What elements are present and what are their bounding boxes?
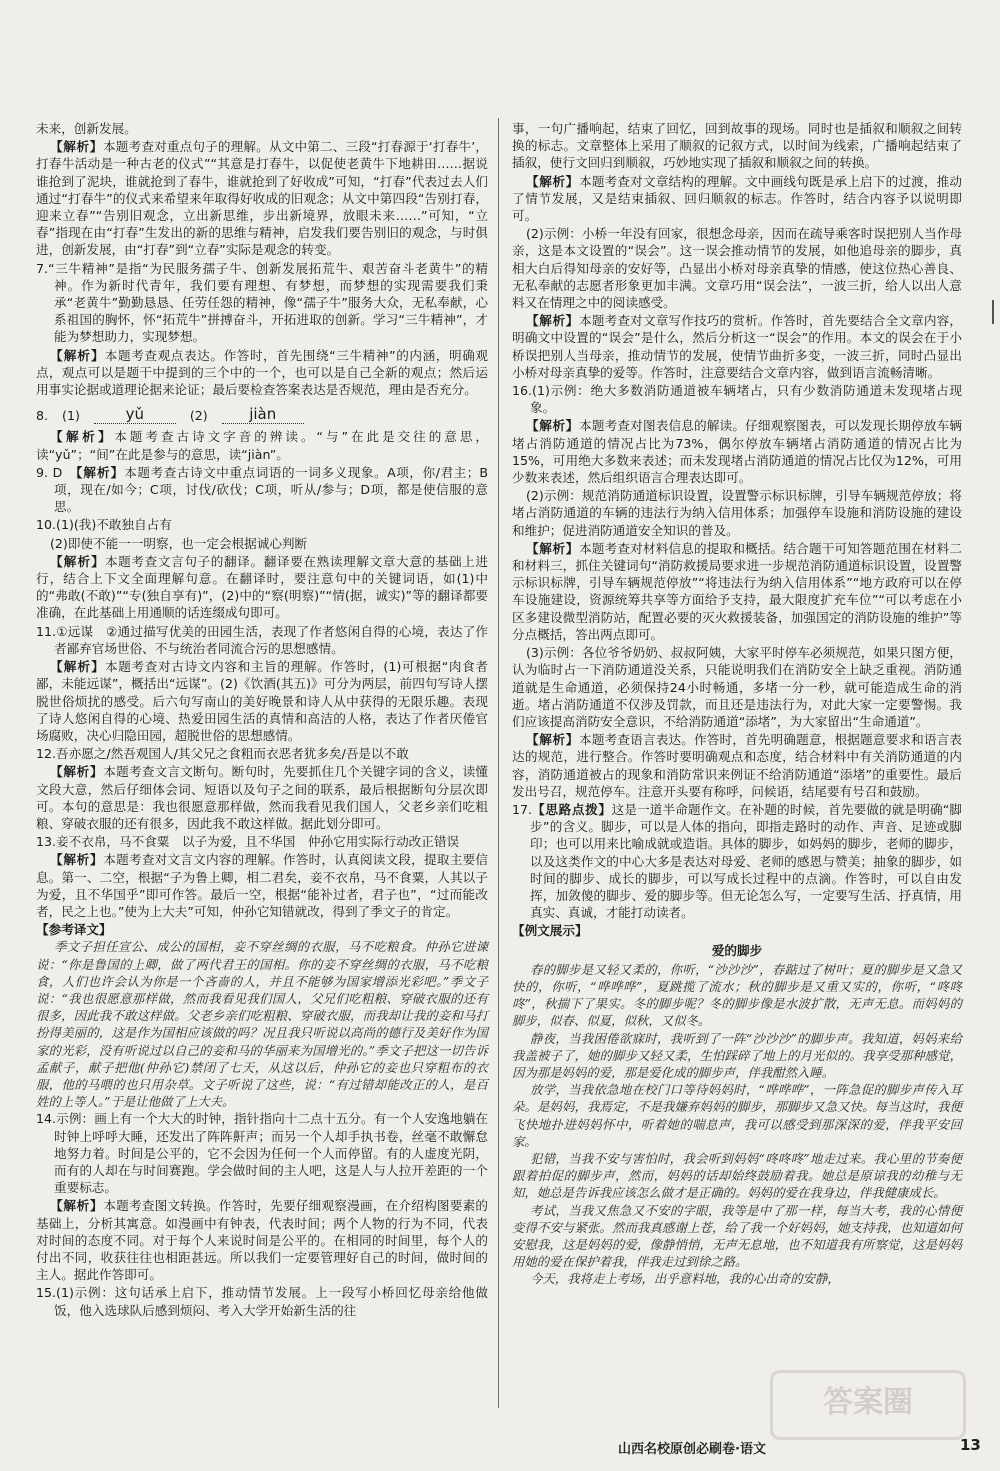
margin-mark (992, 300, 994, 324)
essay-paragraph: 静夜，当我困倦欲寐时，我听到了一阵“沙沙沙”的脚步声。我知道，妈妈来给我盖被子了，她的脚步又轻又柔，生怕踩碎了地上的月光似的。我享受那种感觉，因为那是妈妈的爱，那是爱化成的脚步声，伴我酣然入睡。 (512, 1030, 962, 1080)
left-column (36, 120, 488, 1320)
reference-translation: 季文子担任宣公、成公的国相，妾不穿丝绸的衣服，马不吃粮食。仲孙它进谏说：“你是鲁国的上卿，做了两代君王的国相。你的妾不穿丝绸的衣服，马不吃粮食，人们也许会认为你是一个吝啬的人，并且不能够为国家增添光彩吧。”季文子说：“我也很愿意那样做，然而我看见我们国人，父兄们吃粗粮、穿破衣服的还有很多，因此我不敢这样做。父老乡亲们吃粗粮、穿破衣服，而我却让我的妾和马打扮得美丽的，这是作为国相应该做的吗？况且我只听说以高尚的德行及美好作为国家的光彩，没有听说过以自己的妾和马的华丽来为国增光的。”季文子把这一切告诉孟献子，献子把他(仲孙它)禁闭了七天，从这以后，仲孙它的妾也只穿粗布的衣服，他的马喂的也只用杂草。文子听说了这些，说：“有过错却能改正的人，是百姓的上等人。”于是让他做了上大夫。 (36, 939, 488, 1110)
q7-answer: 7.“三牛精神”是指“为民服务孺子牛、创新发展拓荒牛、艰苦奋斗老黄牛”的精神。作为新时代青年，我们要有理想、有梦想，而梦想的实现需要我们秉承“老黄牛”勤勤恳恳、任劳任怨的精神，像“孺子牛”服务大众，无私奉献，心系祖国的胸怀，怀“拓荒牛”拼搏奋斗，开拓进取的创新。学习“三牛精神”，才能为梦想助力，实现梦想。 (36, 260, 488, 345)
q16-3-answer: (3)示例：各位爷爷奶奶、叔叔阿姨，大家平时停车必须规范，如果只图方便，认为临时占一下消防通道没关系，只能说明我们在消防安全上缺乏重视。消防通道就是生命通道，必须保持24小时畅通，多堵一分一秒，就可能造成生命的消逝。堵占消防通道不仅涉及罚款，而且还是违法行为，对此大家一定要警惕。我们应该提高消防安全意识，不给消防通道“添堵”，为大家留出“生命通道”。 (512, 645, 962, 729)
pinyin-answer-2: jiàn (222, 406, 304, 424)
q17-answer: 17.【思路点拨】这是一道半命题作文。在补题的时候，首先要做的就是明确“脚步”的含义。脚步，可以是人体的指向，即指走路时的动作、声音、足迹或脚印；也可以用来比喻成就或造诣。具体的脚步，如妈妈的脚步，老师的脚步，以及这类作文的中心大多是表达对母爱、老师的感恩与赞美；抽象的脚步，如时间的脚步、成长的脚步，可以写成长过程中的点滴。作答时，可以自由发挥，加敛傻的脚步、爱的脚步等。但无论怎么写，一定要写生活、抒真情，用真实、真诚，才能打动读者。 (512, 801, 962, 921)
q14-answer: 14.示例：画上有一个大大的时钟，指针指向十二点十五分。有一个人安逸地躺在时钟上呼呼大睡，还发出了阵阵鼾声；而另一个人却手执书卷，丝毫不敢懈怠地努力着。时间是公平的，它不会因为任何一个人而停留。有的人虚度光阴，而有的人却在与时间赛跑。学会做时间的主人吧，这是人与人拉开差距的一个重要标志。 (36, 1111, 488, 1196)
q15-2-analysis: 【解析】本题考查对文章写作技巧的赏析。作答时，首先要结合全文章内容，明确文中设置的“误会”是什么，然后分析这一“误会”的作用。本文的误会在于小桥误把别人当母亲，推动情节的发展，使情节曲折多变，一波三折，同时凸显出小桥对母亲真挚的爱等。作答时，注意要结合文章内容，做到语言流畅清晰。 (512, 313, 963, 380)
q10-answer: 10.(1)(我)不敢独自占有 (36, 517, 172, 533)
q14-analysis: 【解析】本题考查图文转换。作答时，先要仔细观察漫画，在介绍构图要素的基础上，分析其寓意。如漫画中有钟表，代表时间；两个人物的行为不同，代表对时间的态度不同。对于每个人来说时间是公平的。在相同的时间里，每个人的付出不同，收获往往也相距甚远。所以我们一定要管理好自己的时间，做时间的主人。据此作答即可。 (36, 1198, 489, 1283)
footer-title: 山西名校原创必刷卷·语文 (618, 1442, 766, 1457)
reference-translation-heading: 【参考译文】 (36, 922, 112, 938)
essay-title: 爱的脚步 (711, 942, 763, 958)
q15-answer-continued: 事，一句广播响起，结束了回忆，回到故事的现场。同时也是插叙和顺叙之间转换的标志。文章整体上采用了顺叙的记叙方式，以时间为线索，广播响起结束了插叙，使行文回归到顺叙，巧妙地实现了插叙和顺叙之间的转换。 (512, 121, 962, 171)
column-divider (498, 118, 499, 1408)
q13-answer: 13.妾不衣帛，马不食粟 以子为爱，且不华国 仲孙它用实际行动改正错误 (36, 834, 460, 850)
q12-answer: 12.吾亦愿之/然吾观国人/其父兄之食粗而衣恶者犹多矣/吾是以不敢 (36, 746, 409, 762)
q16-3-analysis: 【解析】本题考查语言表达。作答时，首先明确题意，根据题意要求和语言表达的规范，进行整合。作答时要明确观点和态度，结合材料中有关消防通道的内容，消防通道被占的现象和消防常识来例证不给消防通道“添堵”的重要性。最后发出号召，规范停车。注意开头要有称呼，问候语，结尾要有号召和鼓励。 (512, 732, 963, 799)
q15-answer: 15.(1)示例：这句话承上启下，推动情节发展。上一段写小桥回忆母亲给他做饭，他入选球队后感到烦闷、考入大学开始新生活的往 (36, 1285, 488, 1318)
essay-paragraph: 放学，当我依急地在校门口等待妈妈时，“哗哗哗”，一阵急促的脚步声传入耳朵。是妈妈，我焉定，不是我嫌弃妈妈的脚步，那脚步又急又快。每当这时，我便飞快地扑进妈妈怀中，听着她的喘息声，我可以感受到那深深的爱，伴我平安回家。 (512, 1082, 962, 1149)
q16-answer: 16.(1)示例：绝大多数消防通道被车辆堵占，只有少数消防通道未发现堵占现象。 (512, 383, 962, 416)
right-column (512, 120, 962, 1288)
essay-paragraph: 今天，我将走上考场，出乎意料地，我的心出奇的安静， (530, 1271, 840, 1287)
page-number: 13 (960, 1436, 981, 1454)
q12-analysis: 【解析】本题考查文言文断句。断句时，先要抓住几个关键字词的含义，读懂文段大意，然后仔细体会词、短语以及句子之间的联系，最后根据断句分层次即可。本句的意思是：我也很愿意那样做，然而我看见我们国人，父老乡亲们吃粗粮、穿破衣服的还有很多，因此我不敢这样做。据此划分即可。 (36, 764, 489, 831)
q9-answer: 9. D 【解析】本题考查古诗文中重点词语的一词多义现象。A项，你/君主；B项，现在/如今；C项，讨伐/砍伐；C项，听从/参与；D项，都是使信服的意思。 (36, 464, 489, 515)
pinyin-answer-1: yǔ (94, 406, 176, 424)
essay-label: 【例文展示】 (512, 923, 588, 939)
q11-answer: 11.①远谋 ②通过描写优美的田园生活，表现了作者悠闲自得的心境，表达了作者鄙弃官场世俗、不与统治者同流合污的思想感情。 (36, 623, 488, 656)
essay-paragraph: 犯错，当我不安与害怕时，我会听到妈妈“咚咚咚”地走过来。我心里的节奏便跟着拍促的脚步声，然而，妈妈的话却始终鼓励着我。她总是原谅我的幼稚与无知，她总是告诉我应该怎么做才是正确的。妈妈的爱在我身边，伴我健康成长。 (512, 1150, 962, 1201)
q10-analysis: 【解析】本题考查文言句子的翻译。翻译要在熟读理解文章大意的基础上进行，结合上下文全面理解句意。在翻译时，要注意句中的关键词语，如(1)中的“弗敢(不敢)”“专(独自享有)”，(2)中的“察(明察)”“情(据，诚实)”等的翻译都要准确，在此基础上用通顺的话连缀成句即可。 (36, 553, 489, 621)
q8-answer: 8. (1) yǔ (2) jiàn (36, 406, 488, 424)
q11-analysis: 【解析】本题考查对古诗文内容和主旨的理解。作答时，(1)可根据“肉食者鄙，未能远谋”，概括出“远谋”。(2)《饮酒(其五)》可分为两层，前四句写诗人摆脱世俗烦扰的感受。后六句写南山的美好晚景和诗人从中获得的无限乐趣。表现了诗人悠闲自得的心境、热爱田园生活的真情和高洁的人格，表达了作者厌倦官场腐败，决心归隐田园，超脱世俗的思想感情。 (36, 659, 488, 743)
q15-2-answer: (2)示例：小桥一年没有回家，很想念母亲，因而在疏导乘客时误把别人当作母亲，这是本文设置的“误会”。这一误会推动情节的发展，如他追母亲的脚步，真相大白后得知母亲的安好等，凸显出小桥对母亲真挚的情感，使这位热心善良、无私奉献的志愿者形象更加丰满。文章巧用“误会法”，一波三折，给人以出人意料又在情理之中的阅读感受。 (512, 226, 962, 311)
q6-analysis: 【解析】本题考查对重点句子的理解。从文中第二、三段“打春源于‘打春牛’，打春牛活动是一种古老的仪式”“其意是打春牛，以促使老黄牛下地耕田……据说谁抢到了泥块，谁就抢到了春牛，谁就抢到了好收成”可知，“打春”代表过去人们通过“打春牛”的仪式来希望来年取得好收成的旧观念；从文中第四段“告别打春，迎来立春”“告别旧观念，立出新思维，步出新境界，放眼未来……”可知，“立春”指现在由“打春”生发出的新的思维与精神，启发我们要告别旧的观念，与时俱进，创新发展，由“打春”到“立春”实际是观念的转变。 (36, 139, 488, 258)
q16-1-analysis: 【解析】本题考查对图表信息的解读。仔细观察图表，可以发现长期停放车辆堵占消防通道的情况占比为73%，偶尔停放车辆堵占消防通道的情况占比为15%，可用绝大多数来表述；而未发现堵占消防通道的情况占比仅为12%，可用少数来表述，然后组织语言合理表达即可。 (512, 418, 963, 486)
q15-1-analysis: 【解析】本题考查对文章结构的理解。文中画线句既是承上启下的过渡，推动了情节发展，又是结束插叙、回归顺叙的标志。作答时，结合内容予以说明即可。 (512, 173, 963, 224)
essay-paragraph: 春的脚步是又轻又柔的，你听，“沙沙沙”，春踮过了树叶；夏的脚步是又急又快的，你听，“哗哗哗”，夏跳揽了流水；秋的脚步是又重又实的，你听，“咚咚咚”，秋揣下了果实。冬的脚步呢？冬的脚步像是水波扩散，无声无息。而妈妈的脚步，似春、似夏，似秋，又似冬。 (512, 961, 962, 1029)
q10-answer-2: (2)即使不能一一明察，也一定会根据诚心判断 (50, 535, 308, 551)
q16-2-answer: (2)示例：规范消防通道标识设置，设置警示标识标牌，引导车辆规范停放；将堵占消防通道的车辆的违法行为纳入信用体系；加强停车设施和消防设施的建设和维护；促进消防通道安全知识的普及。 (512, 488, 962, 538)
q16-2-analysis: 【解析】本题考查对材料信息的提取和概括。结合题干可知答题范围在材料二和材料三，抓住关键词句“消防救援局要求进一步规范消防通道标识设置，设置警示标识标牌，引导车辆规范停放”“将违法行为纳入信用体系”“地方政府可以在停车设施建设，资源统筹共享等方面给予支持，最大限度扩充车位”“可以考虑在小区多建设微型消防站，配置必要的灭火救援装备，加强国定的消防设施的维护”等分点概括，答出两点即可。 (512, 540, 963, 642)
intro-line: 未来，创新发展。 (36, 121, 137, 136)
q7-analysis: 【解析】本题考查观点表达。作答时，首先围绕“三牛精神”的内涵，明确观点，观点可以是题干中提到的三个中的一个，也可以是自己全新的观点；然后运用事实论据或道理论据来论证；最后要检查答案表达是否规范，理由是否充分。 (36, 347, 488, 398)
watermark-logo: 答案圈 (770, 1370, 966, 1440)
q8-analysis: 【解析】本题考查古诗文字音的辨读。“与”在此是交往的意思，读“yǔ”；“间”在此是参与的意思，读“jiàn”。 (36, 429, 488, 462)
q13-analysis: 【解析】本题考查对文言文内容的理解。作答时，认真阅读文段，提取主要信息。第一、二空，根据“子为鲁上卿，相二君矣，妾不衣帛，马不食粟，人其以子为爱，且不华国乎”即可作答。最后一空，根据“能补过者，君子也”，“过而能改者，民之上也。”使为上大夫”可知，仲孙它知错就改，得到了季文子的肯定。 (36, 852, 489, 919)
essay-paragraph: 考试，当我又焦急又不安的字眼，我等是中了那一样，每当大考，我的心情便变得不安与紧张。然而我真感谢上苍，给了我一个好妈妈，她支持我，也知道如何安慰我，这是妈妈的爱，像静悄悄，无声无息地，也不知道我有所察觉，这是妈妈用她的爱在保护着我，伴我走过到徐之路。 (512, 1202, 962, 1270)
